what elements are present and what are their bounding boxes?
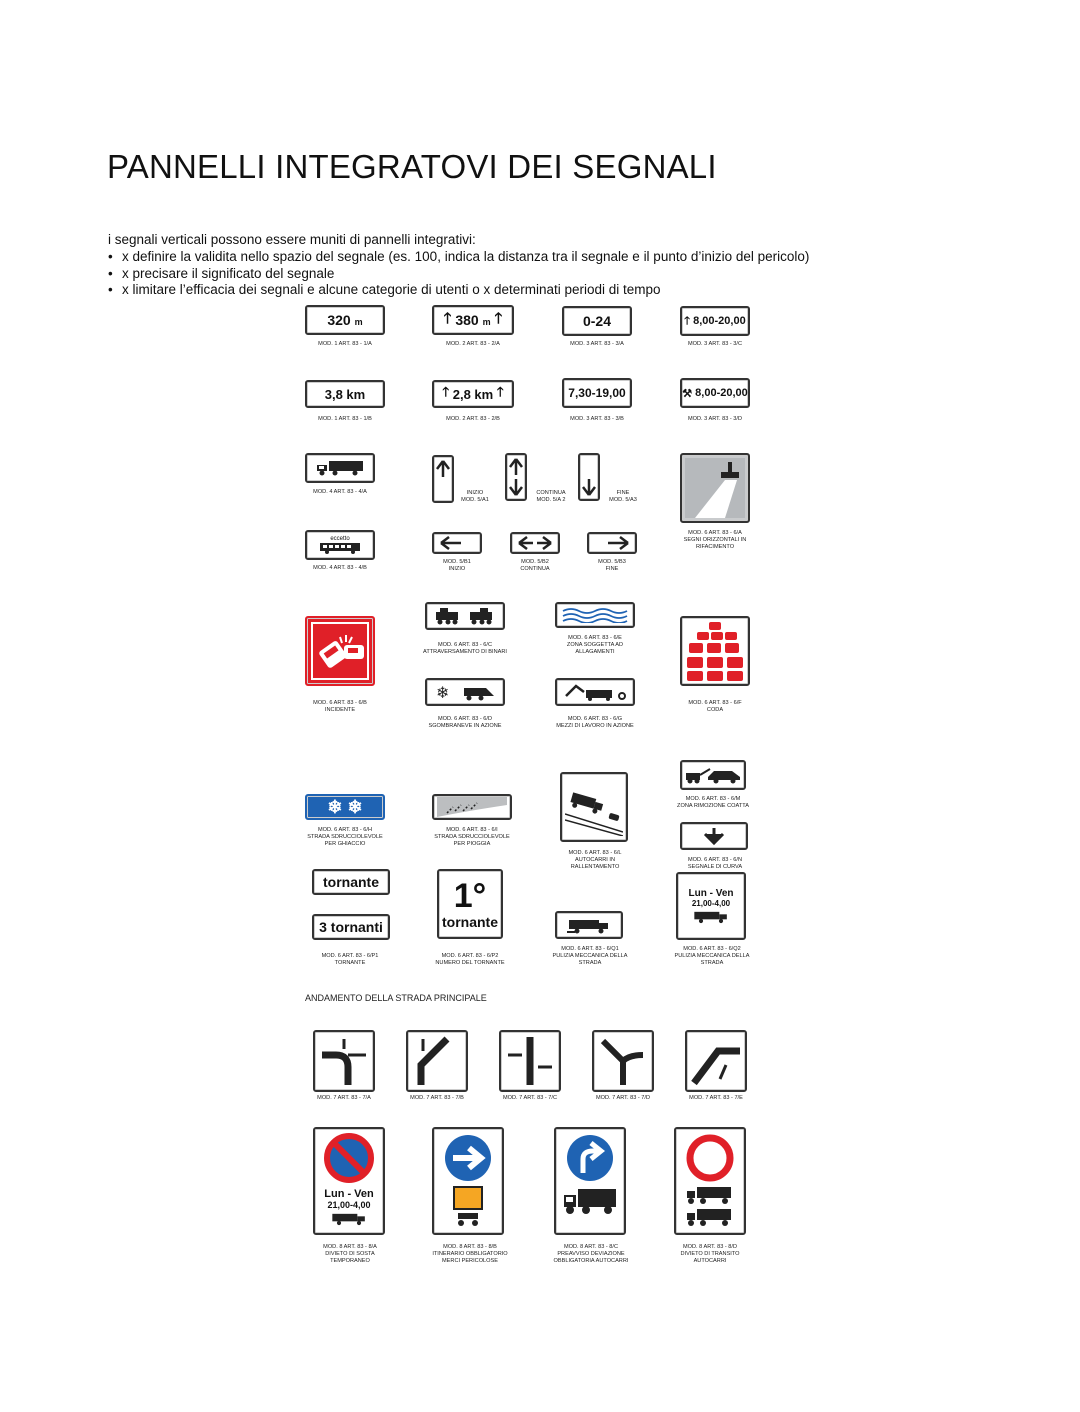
eccetto-label: eccetto [330, 536, 350, 542]
intro-list [108, 249, 1008, 299]
panel-arrow-fine [578, 453, 600, 501]
tornante-number: 1° [453, 877, 487, 915]
panel-tornante [312, 869, 390, 895]
caption: MOD. 6 ART. 83 - 6/A SEGNI ORIZZONTALI IN RIFACIMENTO [683, 530, 747, 550]
panel-unit: m [482, 316, 491, 327]
panel-arrow-left [432, 532, 482, 554]
caption: MOD. 6 ART. 83 - 6/N SEGNALE DI CURVA [687, 857, 743, 870]
street-sweeper-icon [691, 908, 731, 924]
truck-icon [685, 1183, 735, 1205]
panel-road-7d [592, 1030, 654, 1092]
caption: MOD. 6 ART. 83 - 6/Q1 PULIZIA MECCANICA DELLA STRADA [552, 946, 628, 966]
panel-autocarri-rallentamento [560, 772, 628, 842]
caption: MOD. 4 ART. 83 - 4/B [313, 565, 367, 571]
left-arrow-icon [437, 535, 477, 551]
panel-380m [432, 305, 514, 335]
panel-7-30 [562, 378, 632, 408]
caption: MOD. 8 ART. 83 - 8/D DIVIETO DI TRANSITO AUTOCARRI [680, 1244, 740, 1264]
caption: MOD. 7 ART. 83 - 7/E [689, 1095, 743, 1101]
intro-bullet: • x limitare l’efficacia dei segnali e alcune categorie di utenti o x determinati periodi di tempo [108, 282, 1008, 299]
road-junction-icon [504, 1035, 556, 1087]
panel-value: 0-24 [582, 313, 612, 329]
road-junction-icon [411, 1035, 463, 1087]
left-right-arrow-icon [515, 535, 555, 551]
caption: MOD. 5/B3 FINE [598, 559, 626, 572]
down-arrow-icon [581, 457, 597, 497]
panel-road-7c [499, 1030, 561, 1092]
caption: MOD. 6 ART. 83 - 6/P2 NUMERO DEL TORNANTE [435, 953, 505, 966]
caption: CONTINUA MOD. 5/A 2 [536, 490, 566, 503]
caption: MOD. 6 ART. 83 - 6/B INCIDENTE [313, 700, 367, 713]
caption: MOD. 6 ART. 83 - 6/P1 TORNANTE [321, 953, 379, 966]
caption: MOD. 4 ART. 83 - 4/A [313, 489, 367, 495]
up-down-arrow-icon [508, 457, 524, 497]
right-arrow-icon [443, 1133, 493, 1183]
caption: MOD. 6 ART. 83 - 6/I STRADA SDRUCCIOLEVOLE PER PIOGGIA [434, 827, 510, 847]
tow-truck-icon [684, 765, 742, 785]
panel-pulizia-2 [676, 872, 746, 940]
up-arrow-icon: 🡑 [442, 384, 450, 399]
right-arrow-icon [592, 535, 632, 551]
up-arrow-icon [435, 459, 451, 499]
panel-truck [305, 453, 375, 483]
caption: MOD. 3 ART. 83 - 3/C [688, 341, 742, 347]
up-arrow-icon: 🡑 [443, 309, 452, 327]
caption: FINE MOD. 5/A3 [609, 490, 637, 503]
panel-arrow-continua [505, 453, 527, 501]
panel-value: 8,00-20,00 [695, 387, 748, 399]
caption: MOD. 5/B2 CONTINUA [520, 559, 550, 572]
road-junction-icon [597, 1035, 649, 1087]
caption: MOD. 7 ART. 83 - 7/C [503, 1095, 557, 1101]
panel-road-7b [406, 1030, 468, 1092]
svg-text:❄: ❄ [436, 683, 450, 702]
bus-icon [318, 542, 362, 554]
panel-value: tornante [323, 874, 379, 890]
panel-merci-pericolose [432, 1127, 504, 1235]
panel-incidente [305, 616, 375, 686]
caption: MOD. 6 ART. 83 - 6/H STRADA SDRUCCIOLEVOLE PER GHIACCIO [307, 827, 383, 847]
intro-text [108, 232, 1008, 299]
panel-eccetto-bus [305, 530, 375, 560]
caption: MOD. 2 ART. 83 - 2/B [446, 416, 500, 422]
panel-sgombraneve [425, 678, 505, 706]
hours-label: 21,00-4,00 [327, 1200, 371, 1210]
caption: INIZIO MOD. 5/A1 [461, 490, 489, 503]
panel-road-7a [313, 1030, 375, 1092]
panel-binari [425, 602, 505, 630]
panel-deviazione-autocarri [554, 1127, 626, 1235]
caption: MOD. 2 ART. 83 - 2/A [446, 341, 500, 347]
caption: MOD. 6 ART. 83 - 6/F CODA [688, 700, 742, 713]
excavator-icon [562, 682, 628, 702]
intro-lead: i segnali verticali possono essere muniti di pannelli integrativi: [108, 232, 476, 247]
up-arrow-icon: 🡑 [496, 384, 504, 399]
train-icon [432, 606, 498, 626]
panel-3-tornanti [312, 914, 390, 940]
panel-curva [680, 822, 748, 850]
panel-time-tools [680, 378, 750, 408]
tools-icon: ⚒ [682, 387, 693, 400]
panel-coda [680, 616, 750, 686]
caption: MOD. 3 ART. 83 - 3/D [688, 416, 742, 422]
panel-0-24 [562, 306, 632, 336]
up-arrow-icon: 🡑 [684, 314, 691, 327]
caption: MOD. 6 ART. 83 - 6/C ATTRAVERSAMENTO DI BINARI [423, 642, 507, 655]
road-junction-icon [318, 1035, 370, 1087]
caption: MOD. 3 ART. 83 - 3/B [570, 416, 624, 422]
accident-icon [310, 621, 370, 681]
traffic-queue-icon [685, 620, 745, 682]
truck-slope-icon [565, 778, 623, 836]
down-arrow-icon [699, 826, 729, 846]
panel-time-up [680, 306, 750, 336]
no-entry-ring-icon [685, 1133, 735, 1183]
no-parking-icon [324, 1133, 374, 1183]
caption: MOD. 8 ART. 83 - 8/B ITINERARIO OBBLIGATORIO MERCI PERICOLOSE [432, 1244, 508, 1264]
truck-icon [685, 1205, 735, 1227]
panel-road-7e [685, 1030, 747, 1092]
panel-segni-orizzontali [680, 453, 750, 523]
dangerous-goods-icon [446, 1183, 490, 1227]
caption: MOD. 6 ART. 83 - 6/E ZONA SOGGETTA AD ALLAGAMENTI [566, 635, 624, 655]
panel-value: 3 tornanti [319, 919, 383, 935]
caption: MOD. 3 ART. 83 - 3/A [570, 341, 624, 347]
tornante-word: tornante [442, 914, 498, 930]
page-title: PANNELLI INTEGRATOVI DEI SEGNALI [107, 148, 717, 185]
truck-icon [562, 1183, 618, 1217]
panel-320m [305, 305, 385, 335]
panel-pulizia-1 [555, 911, 623, 939]
panel-3-8km [305, 380, 385, 408]
street-sweeper-icon [565, 916, 613, 934]
caption: MOD. 8 ART. 83 - 8/A DIVIETO DI SOSTA TEMPORANEO [323, 1244, 377, 1264]
water-waves-icon [561, 607, 629, 623]
caption: MOD. 6 ART. 83 - 6/G MEZZI DI LAVORO IN AZIONE [556, 716, 634, 729]
caption: MOD. 6 ART. 83 - 6/Q2 PULIZIA MECCANICA DELLA STRADA [674, 946, 750, 966]
panel-pioggia [432, 794, 512, 820]
panel-value: 380 [455, 312, 479, 328]
panel-arrow-leftright [510, 532, 560, 554]
intro-bullet: • x precisare il significato del segnale [108, 266, 1008, 283]
turn-right-arrow-icon [565, 1133, 615, 1183]
panel-value: 320 [327, 312, 351, 328]
caption: MOD. 6 ART. 83 - 6/D SGOMBRANEVE IN AZIONE [428, 716, 502, 729]
caption: MOD. 1 ART. 83 - 1/A [318, 341, 372, 347]
caption: MOD. 5/B1 INIZIO [443, 559, 471, 572]
panel-arrow-inizio [432, 455, 454, 503]
caption: MOD. 8 ART. 83 - 8/C PREAVVISO DEVIAZIONE OBBLIGATORIA AUTOCARRI [553, 1244, 629, 1264]
up-arrow-icon: 🡑 [494, 309, 503, 327]
road-junction-icon [690, 1035, 742, 1087]
panel-divieto-transito-autocarri [674, 1127, 746, 1235]
snowflake-icon: ❄ ❄ [327, 796, 363, 817]
panel-arrow-right [587, 532, 637, 554]
caption: MOD. 7 ART. 83 - 7/A [317, 1095, 371, 1101]
panel-2-8km [432, 380, 514, 408]
section-title: ANDAMENTO DELLA STRADA PRINCIPALE [305, 993, 487, 1003]
panel-rimozione-coatta [680, 760, 746, 790]
truck-icon [315, 459, 365, 477]
caption: MOD. 1 ART. 83 - 1/B [318, 416, 372, 422]
panel-value: 8,00-20,00 [693, 315, 746, 327]
panel-mezzi-lavoro [555, 678, 635, 706]
panel-ghiaccio [305, 794, 385, 820]
road-marking-icon [685, 458, 745, 518]
hours-label: 21,00-4,00 [691, 899, 731, 908]
caption: MOD. 6 ART. 83 - 6/L AUTOCARRI IN RALLENTAMENTO [568, 850, 622, 870]
days-label: Lun - Ven [688, 888, 734, 899]
panel-value: 3,8 km [324, 386, 366, 402]
intro-bullet: • x definire la validita nello spazio del segnale (es. 100, indica la distanza tra il segnale e il punto d’inizio del pericolo) [108, 249, 1008, 266]
panel-unit: m [354, 316, 363, 327]
panel-value: 2,8 km [452, 386, 494, 402]
caption: MOD. 7 ART. 83 - 7/D [596, 1095, 650, 1101]
caption: MOD. 7 ART. 83 - 7/B [410, 1095, 464, 1101]
rain-road-icon [437, 797, 507, 817]
street-sweeper-icon [329, 1210, 369, 1226]
panel-value: 7,30-19,00 [568, 386, 626, 400]
panel-numero-tornante [437, 869, 503, 939]
snowplow-icon [432, 682, 498, 702]
panel-allagamenti [555, 602, 635, 628]
panel-divieto-sosta [313, 1127, 385, 1235]
days-label: Lun - Ven [324, 1188, 374, 1200]
caption: MOD. 6 ART. 83 - 6/M ZONA RIMOZIONE COATTA [677, 796, 749, 809]
